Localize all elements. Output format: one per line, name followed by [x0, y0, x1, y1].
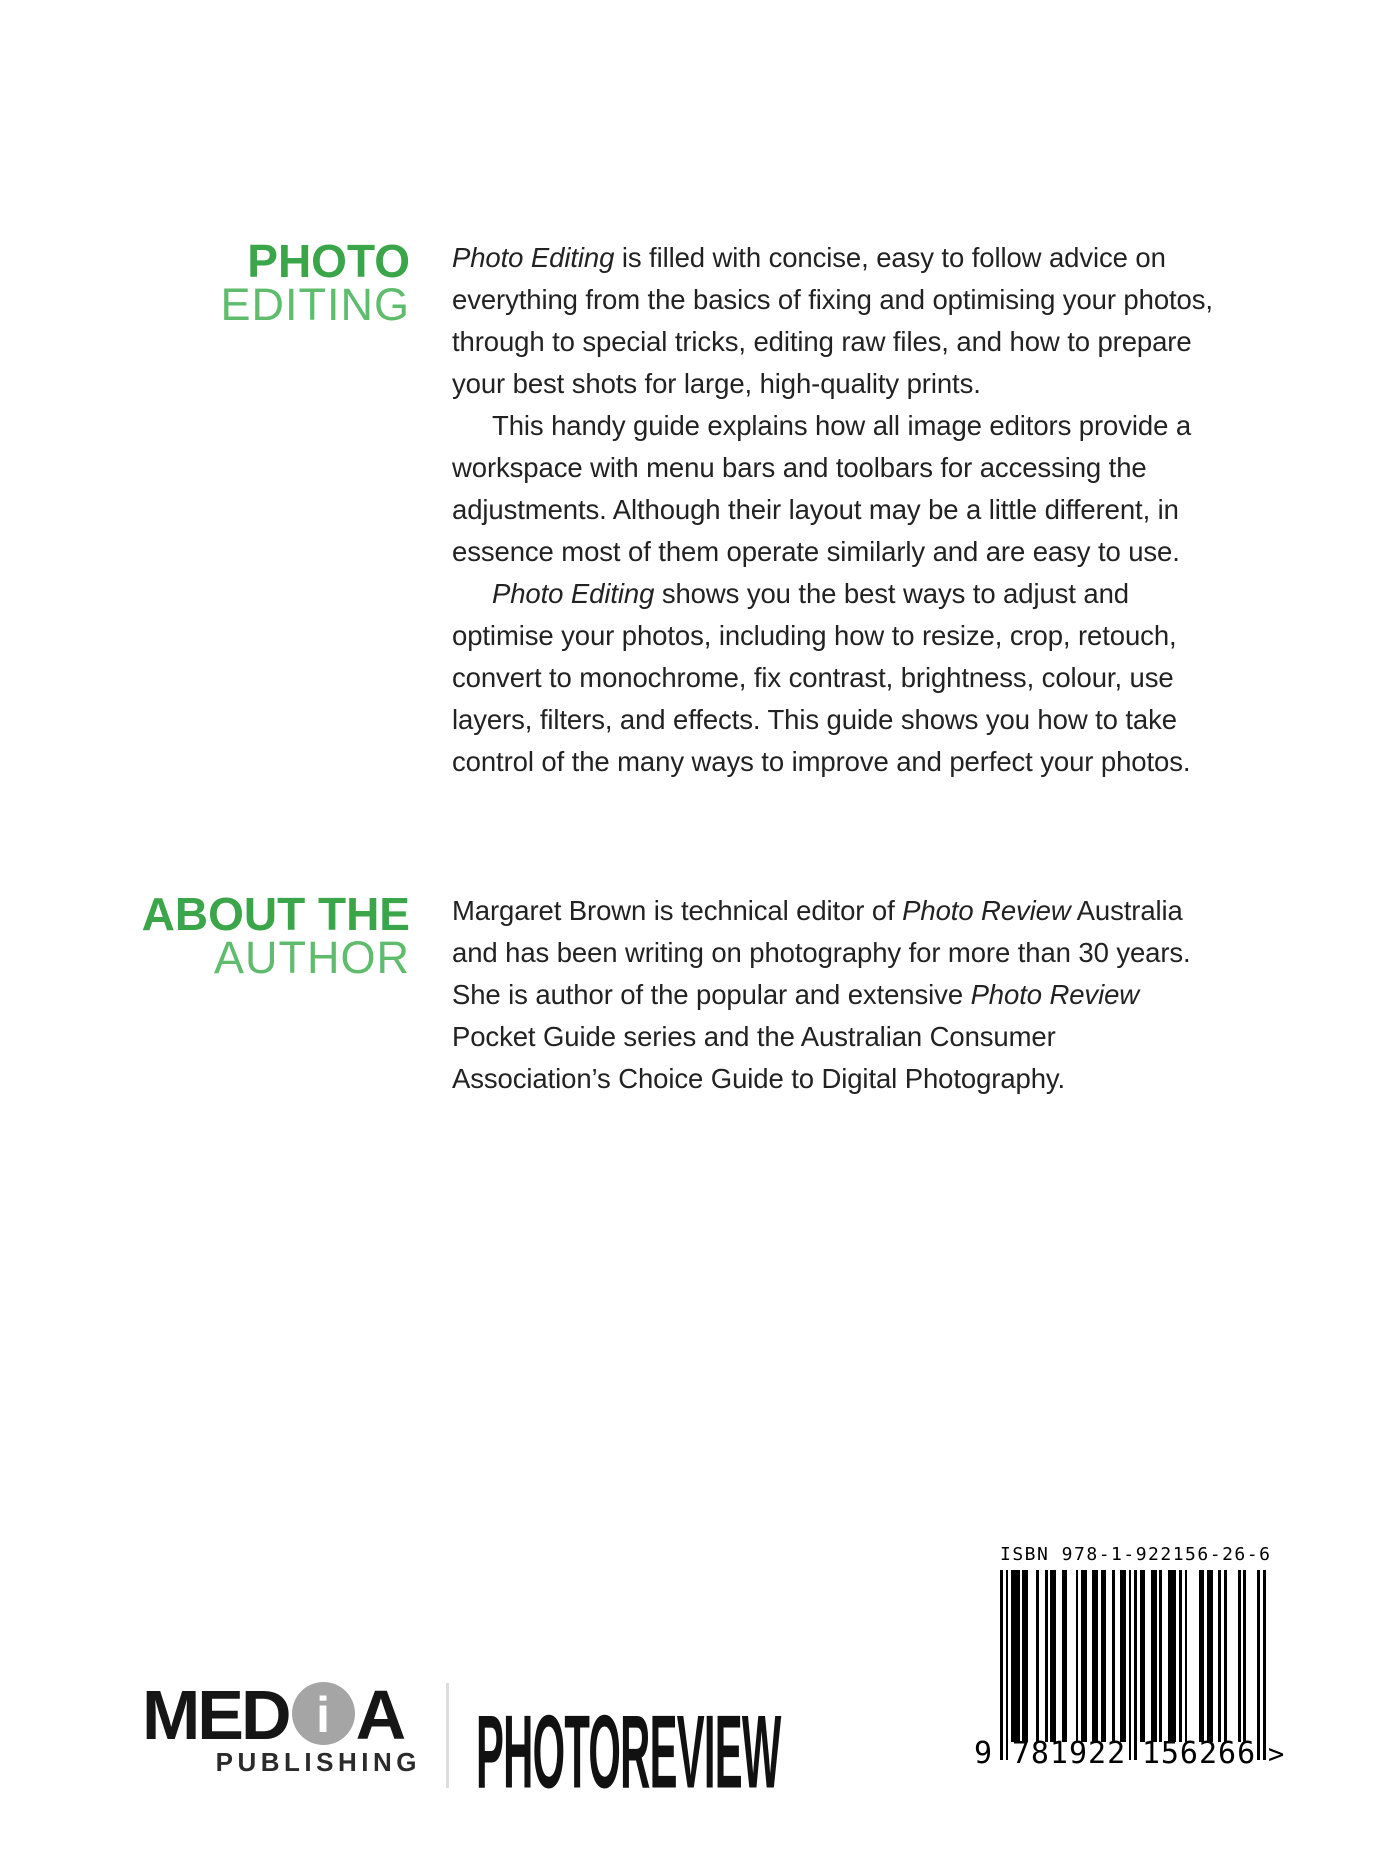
- media-logo-publishing-text: PUBLISHING: [215, 1747, 421, 1777]
- heading-author: AUTHOR: [214, 932, 410, 983]
- text-run: is filled with concise, easy to follow advice on everything from the basics of fixing and optimising your photos, through to special tricks, editing raw files, and how to prepare your best shots for large, high-quality prints.: [452, 242, 1213, 399]
- media-i-letter: i: [316, 1686, 331, 1743]
- photoreview-logo: PHOTOREVIEW: [476, 1693, 781, 1811]
- text-run: Margaret Brown is technical editor of: [452, 895, 903, 926]
- blurb-text-column: [452, 237, 1217, 783]
- text-run: This handy guide explains how all image editors provide a workspace with menu bars and toolbars for accessing the adjustments. Although their layout may be a little different, in essence most of them operate similarly and are easy to use.: [452, 410, 1192, 567]
- blurb-paragraph-1: [452, 237, 1217, 405]
- text-run: Australia and has been writing on photography for more than 30 years. She is author of the popular and extensive: [452, 895, 1191, 1010]
- author-bio-paragraph: [452, 890, 1217, 1100]
- isbn-label: ISBN 978-1-922156-26-6: [1000, 1544, 1272, 1565]
- barcode-digits-group1: 781922: [1011, 1736, 1127, 1771]
- text-run: shows you the best ways to adjust and optimise your photos, including how to resize, crop, retouch, convert to monochrome, fix contrast, brightness, colour, use layers, filters, and effects. This guide shows you how to take control of the many ways to improve and perfect your photos.: [452, 578, 1191, 777]
- heading-about-the: ABOUT THE: [141, 888, 410, 940]
- media-i-circle-icon: [292, 1682, 355, 1745]
- blurb-paragraph-3: [452, 573, 1217, 783]
- text-run: Pocket Guide series and the Australian Consumer Association’s Choice Guide to Digital Photography.: [452, 1021, 1066, 1094]
- barcode-digits-group2: 156266: [1141, 1736, 1257, 1771]
- media-logo-a-text: A: [355, 1676, 404, 1754]
- italic-text-run: Photo Review: [970, 979, 1140, 1010]
- blurb-paragraph-2: [452, 405, 1217, 573]
- media-logo-med-text: MED: [142, 1676, 289, 1754]
- photo-editing-heading: [0, 235, 410, 330]
- logo-divider: [446, 1683, 449, 1788]
- about-author-heading: [0, 888, 410, 983]
- isbn-barcode: [974, 1544, 1285, 1771]
- barcode-digit-9: 9: [974, 1736, 993, 1771]
- heading-photo: PHOTO: [247, 235, 410, 287]
- media-publishing-logo: [142, 1676, 422, 1778]
- barcode-bar: [1263, 1570, 1266, 1760]
- barcode-trailing-arrow: >: [1268, 1739, 1285, 1770]
- author-bio-column: [452, 890, 1217, 1100]
- barcode-bars: [974, 1570, 1285, 1771]
- heading-editing: EDITING: [220, 279, 410, 330]
- italic-text-run: Photo Review: [902, 895, 1071, 926]
- italic-text-run: Photo Editing: [492, 578, 655, 609]
- media-logo-row: [142, 1676, 422, 1754]
- italic-text-run: Photo Editing: [452, 242, 615, 273]
